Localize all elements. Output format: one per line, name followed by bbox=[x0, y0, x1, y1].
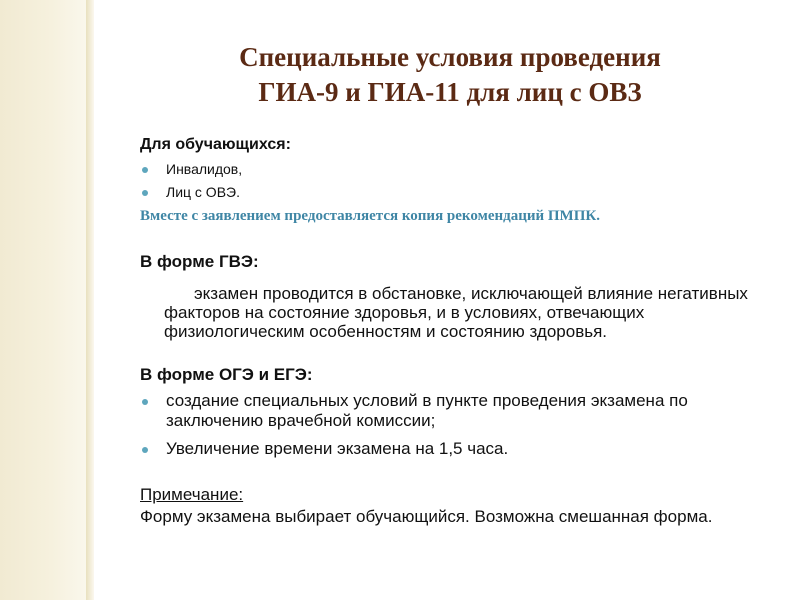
list-item-text: Инвалидов, bbox=[166, 161, 243, 177]
decorative-left-band bbox=[0, 0, 86, 600]
bullet-dot-icon bbox=[142, 447, 148, 453]
bullet-dot-icon bbox=[142, 167, 148, 173]
list-item-text: Увеличение времени экзамена на 1,5 часа. bbox=[166, 439, 509, 458]
list-item bbox=[140, 160, 760, 178]
gve-paragraph: экзамен проводится в обстановке, исключающей влияние негативных факторов на состояние здоровья, и в условиях, отвечающих физиологическим особенностям и состоянию здоровья. bbox=[164, 284, 748, 341]
list-item bbox=[140, 439, 760, 459]
section-heading-students: Для обучающихся: bbox=[140, 136, 291, 153]
bullet-dot-icon bbox=[142, 190, 148, 196]
section-heading-oge-ege: В форме ОГЭ и ЕГЭ: bbox=[140, 365, 313, 384]
oge-ege-list bbox=[140, 391, 760, 459]
title-line-1: Специальные условия проведения bbox=[239, 42, 661, 72]
list-item-text: Лиц с ОВЭ. bbox=[166, 184, 240, 200]
slide-title bbox=[100, 40, 800, 110]
title-line-2: ГИА-9 и ГИА-11 для лиц с ОВЗ bbox=[258, 77, 642, 107]
bullet-dot-icon bbox=[142, 399, 148, 405]
remark-text: Форму экзамена выбирает обучающийся. Возможна смешанная форма. bbox=[140, 507, 713, 526]
remark-label: Примечание: bbox=[140, 485, 244, 504]
pmpk-note: Вместе с заявлением предоставляется копия рекомендаций ПМПК. bbox=[140, 208, 600, 224]
list-item bbox=[140, 391, 760, 431]
list-item-text: создание специальных условий в пункте проведения экзамена по заключению врачебной комиссии; bbox=[166, 391, 688, 430]
decorative-band-edge bbox=[86, 0, 94, 600]
list-item bbox=[140, 183, 760, 201]
slide-content bbox=[140, 135, 760, 527]
section-heading-gve: В форме ГВЭ: bbox=[140, 252, 259, 271]
students-list bbox=[140, 160, 760, 201]
